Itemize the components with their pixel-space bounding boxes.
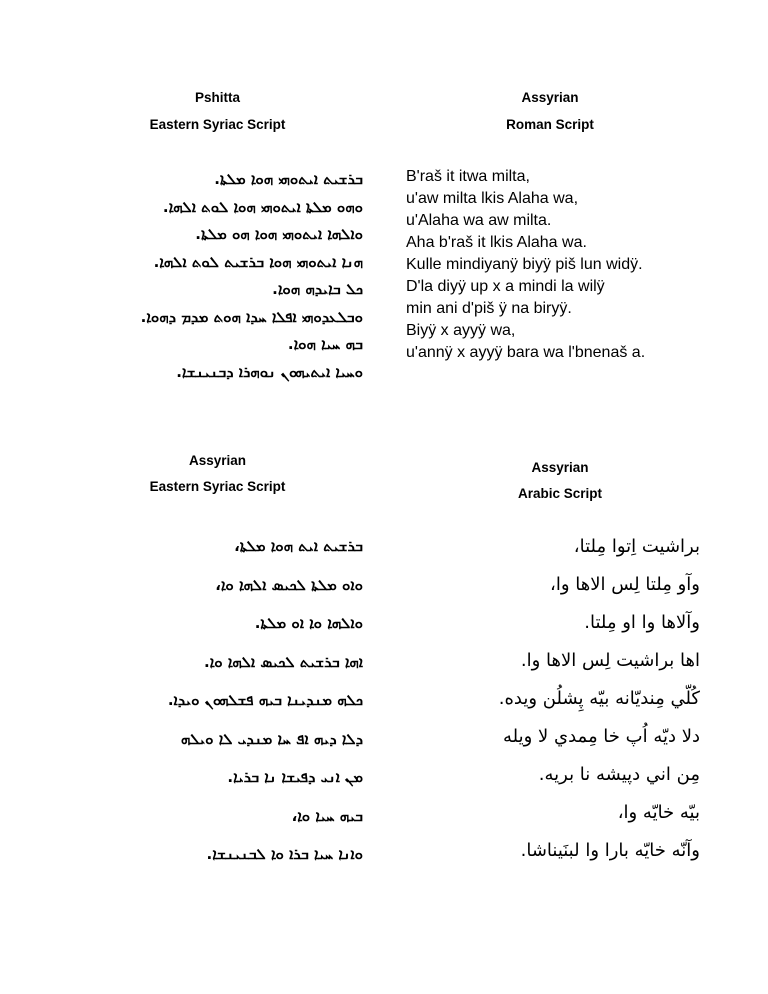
pshitta-line: ܟܠ ܒܐܝܕܗ ܗܘܐ. xyxy=(272,280,363,298)
assyrian-arabic-line: بيّه خايّه وا، xyxy=(617,802,700,823)
assyrian-arabic-lines xyxy=(420,528,700,870)
assyrian-arabic-line: اها براشيت لِس الاها وا. xyxy=(520,650,700,671)
assyrian-arabic-line: وآنّه خايّه بارا وا لبنَيناشا. xyxy=(520,840,700,861)
assyrian-roman-line: Aha b'raš it lkis Alaha wa. xyxy=(406,234,587,251)
assyrian-syriac-line: ܘܐܢܐ ܚܝܐ ܒܪܐ ܘܐ ܠܒܢܝܢܫܐ. xyxy=(206,845,363,863)
pshitta-line: ܒܪܫܝܬ ܐܝܬܘܗܝ ܗܘܐ ܡܠܬܐ. xyxy=(214,170,363,188)
assyrian-syriac-section xyxy=(60,451,375,871)
assyrian-roman-line: min ani d'piš ÿ na biryÿ. xyxy=(406,300,572,317)
assyrian-syriac-line: ܘܐܠܗܐ ܘܐ ܐܘ ܡܠܬܐ. xyxy=(254,614,363,632)
assyrian-roman-section xyxy=(400,88,700,378)
assyrian-roman-title: Assyrian xyxy=(521,90,579,105)
pshitta-section xyxy=(60,88,375,381)
assyrian-arabic-line: دلا ديّه اُپ خا مِمدي لا ويله xyxy=(502,726,700,747)
assyrian-syriac-line: ܡܢ ܐܢܝ ܕܦܝܫܐ ܢܐ ܒܪܝܐ. xyxy=(227,768,363,786)
assyrian-arabic-title: Assyrian xyxy=(531,460,589,475)
assyrian-roman-line: u'aw milta lkis Alaha wa, xyxy=(406,190,579,207)
pshitta-line: ܘܐܠܗܐ ܐܝܬܘܗܝ ܗܘܐ ܗܘ ܡܠܬܐ. xyxy=(195,225,363,243)
pshitta-lines xyxy=(60,166,363,386)
assyrian-arabic-line: كُلّي مِنديّانه بيّه پِشلُن ويده. xyxy=(498,688,700,709)
assyrian-arabic-section xyxy=(420,458,700,868)
pshitta-line: ܒܗ ܚܝܐ ܗܘܐ. xyxy=(287,335,363,353)
assyrian-roman-subtitle: Roman Script xyxy=(506,117,594,132)
assyrian-syriac-line: ܟܠܗ ܡܢܕܝܢܐ ܒܝܗ ܦܫܠܗܘܢ ܘܝܕܐ. xyxy=(167,691,363,709)
pshitta-subtitle: Eastern Syriac Script xyxy=(149,117,286,132)
pshitta-line: ܗܢܐ ܐܝܬܘܗܝ ܗܘܐ ܒܪܫܝܬ ܠܘܬ ܐܠܗܐ. xyxy=(153,252,363,271)
pshitta-title: Pshitta xyxy=(194,90,240,105)
pshitta-line: ܘܗܘ ܡܠܬܐ ܐܝܬܘܗܝ ܗܘܐ ܠܘܬ ܐܠܗܐ. xyxy=(162,197,363,216)
assyrian-roman-line: B'raš it itwa milta, xyxy=(406,168,530,185)
assyrian-arabic-subtitle: Arabic Script xyxy=(517,486,603,501)
assyrian-roman-line: Kulle mindiyanÿ biyÿ piš lun widÿ. xyxy=(406,256,643,273)
assyrian-syriac-line: ܒܪܫܝܬ ܐܝܬ ܗܘܐ ܡܠܬܐ، xyxy=(234,537,363,555)
assyrian-roman-lines xyxy=(406,166,700,364)
assyrian-syriac-line: ܘܐܘ ܡܠܬܐ ܠܟܝܣ ܐܠܗܐ ܘܐ، xyxy=(215,575,363,594)
assyrian-syriac-line: ܒܝܗ ܚܝܐ ܘܐ، xyxy=(291,806,363,825)
assyrian-roman-line: Biyÿ x ayyÿ wa, xyxy=(406,322,516,339)
pshitta-line: ܘܚܝܐ ܐܝܬܝܗܘܢ ܢܘܗܪܐ ܕܒܢܝܢܫܐ. xyxy=(176,362,363,381)
assyrian-arabic-line: مِن اني دپيشه نا بريه. xyxy=(538,764,700,785)
pshitta-line: ܘܒܠܥܕܘܗܝ ܐܦܠܐ ܚܕܐ ܗܘܬ ܡܕܡ ܕܗܘܐ. xyxy=(140,307,363,326)
assyrian-syriac-title: Assyrian xyxy=(188,453,247,468)
assyrian-arabic-line: وآلاها وا او مِلتا. xyxy=(584,612,700,633)
assyrian-syriac-line: ܕܠܐ ܕܝܗ ܐܦ ܚܐ ܡܢܕܝ ܠܐ ܘܝܠܗ xyxy=(180,729,363,748)
assyrian-syriac-lines xyxy=(60,527,363,874)
assyrian-roman-line: D'la diyÿ up x a mindi la wilÿ xyxy=(406,278,605,295)
assyrian-roman-line: u'Alaha wa aw milta. xyxy=(406,212,552,229)
assyrian-syriac-line: ܐܗܐ ܒܪܫܝܬ ܠܟܝܣ ܐܠܗܐ ܘܐ. xyxy=(203,652,363,671)
assyrian-arabic-line: براشيت اِتوا مِلتا، xyxy=(573,536,700,557)
assyrian-arabic-line: وآو مِلتا لِس الاها وا، xyxy=(550,574,700,595)
assyrian-syriac-subtitle: Eastern Syriac Script xyxy=(149,479,286,494)
assyrian-roman-line: u'annÿ x ayyÿ bara wa l'bnenaš a. xyxy=(406,344,646,361)
